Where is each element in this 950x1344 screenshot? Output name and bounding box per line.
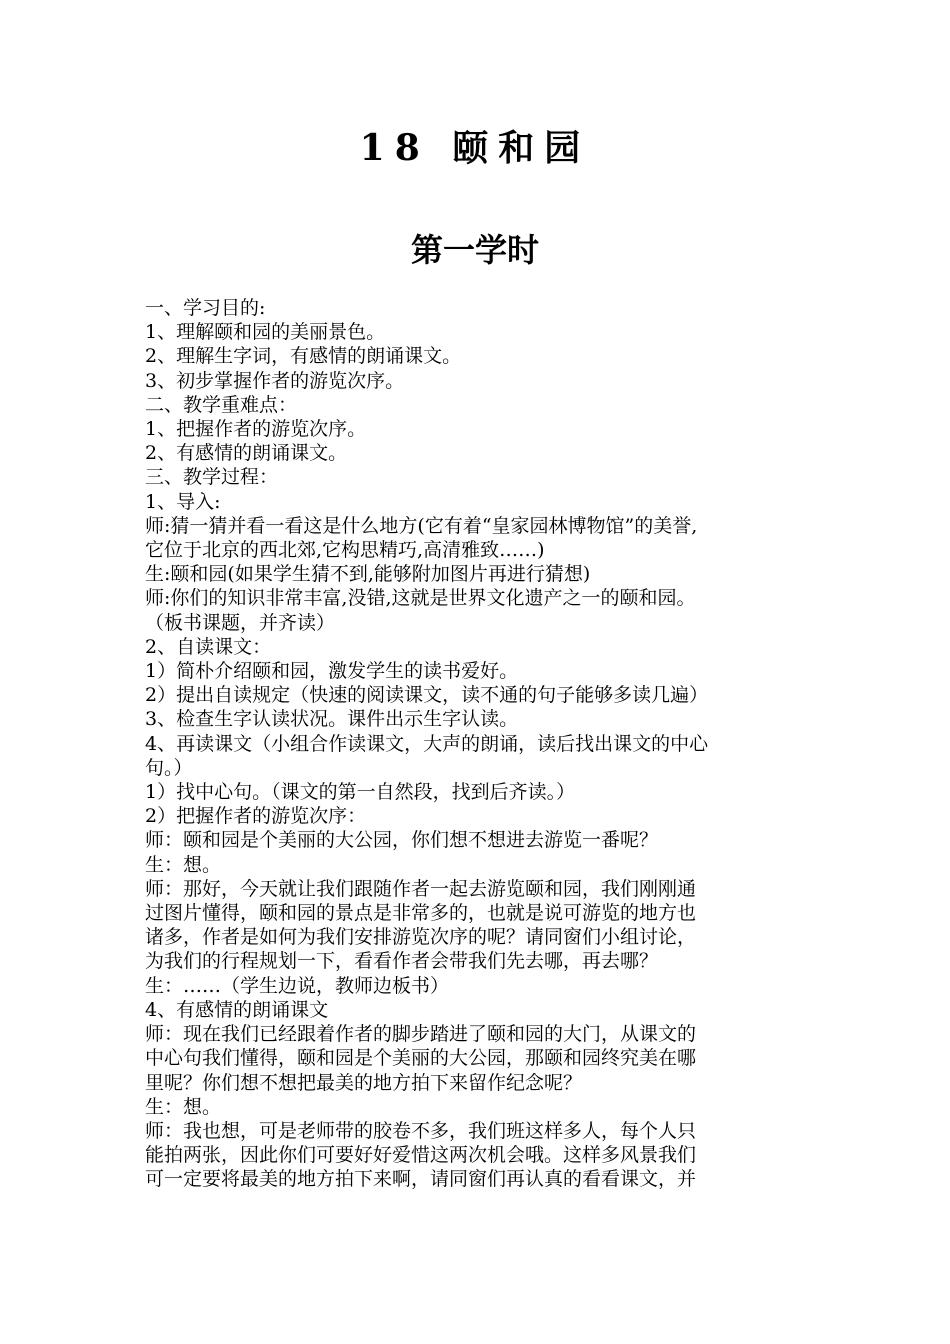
text-line: 1）简朴介绍颐和园，激发学生的读书爱好。 bbox=[145, 660, 519, 683]
text-line: 2）提出自读规定（快速的阅读课文，读不通的句子能够多读几遍） bbox=[145, 684, 709, 707]
text-line: （板书课题，并齐读） bbox=[145, 611, 336, 634]
text-line: 三、教学过程： bbox=[145, 466, 279, 489]
text-line: 能拍两张，因此你们可要好好爱惜这两次机会哦。这样多风景我们 bbox=[145, 1144, 697, 1167]
text-line: 2、自读课文： bbox=[145, 635, 272, 658]
text-line: 诸多，作者是如何为我们安排游览次序的呢？请同窗们小组讨论， bbox=[145, 926, 697, 949]
document-body bbox=[145, 296, 815, 1192]
text-line: 2）把握作者的游览次序： bbox=[145, 805, 367, 828]
text-line: 句。） bbox=[145, 756, 193, 779]
text-line: 2、理解生字词，有感情的朗诵课文。 bbox=[145, 345, 462, 368]
text-line: 师：我也想，可是老师带的胶卷不多，我们班这样多人，每个人只 bbox=[145, 1119, 697, 1142]
text-line: 1、把握作者的游览次序。 bbox=[145, 418, 367, 441]
text-line: 1、理解颐和园的美丽景色。 bbox=[145, 321, 386, 344]
document-title: 18 颐和园 bbox=[359, 127, 591, 169]
text-line: 为我们的行程规划一下，看看作者会带我们先去哪，再去哪？ bbox=[145, 950, 659, 973]
text-line: 中心句我们懂得，颐和园是个美丽的大公园，那颐和园终究美在哪 bbox=[145, 1047, 697, 1070]
text-line: 师:你们的知识非常丰富,没错,这就是世界文化遗产之一的颐和园。 bbox=[145, 587, 696, 610]
text-line: 2、有感情的朗诵课文。 bbox=[145, 442, 348, 465]
text-line: 师：现在我们已经跟着作者的脚步踏进了颐和园的大门，从课文的 bbox=[145, 1023, 697, 1046]
text-line: 里呢？你们想不想把最美的地方拍下来留作纪念呢？ bbox=[145, 1071, 583, 1094]
text-line: 1、导入: bbox=[145, 490, 221, 513]
text-line: 生：想。 bbox=[145, 853, 222, 876]
text-line: 师：那好，今天就让我们跟随作者一起去游览颐和园，我们刚刚通 bbox=[145, 877, 697, 900]
text-line: 一、学习目的: bbox=[145, 297, 266, 319]
text-line: 过图片懂得，颐和园的景点是非常多的，也就是说可游览的地方也 bbox=[145, 902, 697, 925]
text-line: 生:颐和园(如果学生猜不到,能够附加图片再进行猜想) bbox=[145, 563, 591, 586]
text-line: 生：想。 bbox=[145, 1095, 222, 1118]
text-line: 师:猜一猜并看一看这是什么地方(它有着“皇家园林博物馆”的美誉, bbox=[145, 514, 698, 537]
text-line: 3、初步掌握作者的游览次序。 bbox=[145, 369, 405, 392]
section-heading: 第一学时 bbox=[410, 231, 539, 269]
text-line: 生：……（学生边说，教师边板书） bbox=[145, 974, 450, 997]
text-line: 二、教学重难点： bbox=[145, 393, 298, 416]
text-line: 4、有感情的朗诵课文 bbox=[145, 998, 329, 1021]
text-line: 可一定要将最美的地方拍下来啊，请同窗们再认真的看看课文，并 bbox=[145, 1168, 697, 1191]
text-line: 1）找中心句。（课文的第一自然段，找到后齐读。） bbox=[145, 781, 576, 804]
text-line: 师：颐和园是个美丽的大公园，你们想不想进去游览一番呢？ bbox=[145, 829, 659, 852]
text-line: 3、检查生字认读状况。课件出示生字认读。 bbox=[145, 708, 519, 731]
text-line: 4、再读课文（小组合作读课文，大声的朗诵，读后找出课文的中心 bbox=[145, 732, 709, 755]
text-line: 它位于北京的西北郊,它构思精巧,高清雅致……) bbox=[145, 539, 545, 562]
